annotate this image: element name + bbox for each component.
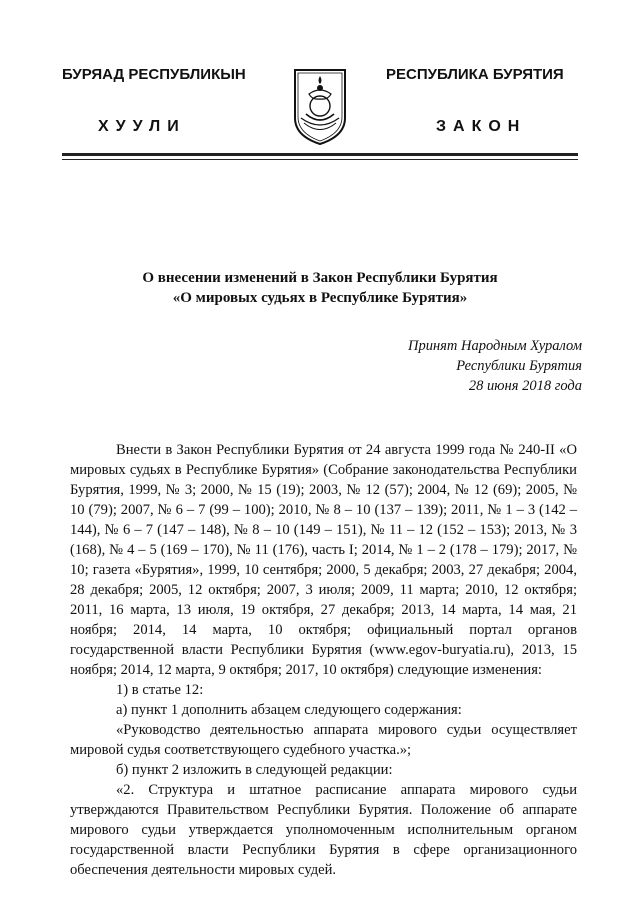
body-item-1a: а) пункт 1 дополнить абзацем следующего содержания: xyxy=(116,702,462,718)
header-left-doc-type: ХУУЛИ xyxy=(98,118,186,135)
law-body xyxy=(70,440,577,880)
body-quote-2: «2. Структура и штатное расписание аппарата мирового судьи утверждаются Правительством Республики Бурятия. Положение об аппарате мирового судьи утверждается уполномоченным исполнительным органом государственной власти Республики Бурятия в сфере организационного обеспечения деятельности мировых судей. xyxy=(70,782,577,878)
body-item-1b: б) пункт 2 изложить в следующей редакции: xyxy=(116,762,393,778)
adoption-line-1: Принят Народным Хуралом xyxy=(407,338,582,354)
header-rule-thin xyxy=(62,159,578,160)
header-left-title: БУРЯАД РЕСПУБЛИКЫН xyxy=(62,66,246,83)
header-right-title: РЕСПУБЛИКА БУРЯТИЯ xyxy=(386,66,564,83)
coat-of-arms-emblem-icon xyxy=(291,66,349,146)
law-title-line-2: «О мировых судьях в Республике Бурятия» xyxy=(172,290,468,306)
adoption-line-2: Республики Бурятия xyxy=(456,358,582,374)
header-rule-thick xyxy=(62,153,578,156)
body-quote-1: «Руководство деятельностью аппарата мирового судьи осуществляет мировой судья соответствующего судебного участка.»; xyxy=(70,722,577,758)
adoption-date: 28 июня 2018 года xyxy=(468,378,582,394)
adoption-note xyxy=(408,336,582,396)
header-right-doc-type: ЗАКОН xyxy=(436,118,527,135)
body-item-1: 1) в статье 12: xyxy=(116,682,204,698)
law-title xyxy=(60,268,580,308)
body-intro: Внести в Закон Республики Бурятия от 24 августа 1999 года № 240-II «О мировых судьях в Республике Бурятия» (Собрание законодательства Республики Бурятия, 1999, № 3; 2000, № 15 (19); 2003, № 12 (57); 2004, № 12 (69); 2005, № 10 (79); 2007, № 6 – 7 (99 – 100); 2010, № 8 – 10 (137 – 139); 2011, № 1 – 3 (142 – 144), № 6 – 7 (147 – 148), № 8 – 10 (149 – 151), № 11 – 12 (152 – 153); 2013, № 3 (168), № 4 – 5 (169 – 170), № 11 (176), часть I; 2014, № 1 – 2 (178 – 179); 2017, № 10; газета «Бурятия», 1999, 10 сентября; 2000, 5 декабря; 2003, 27 декабря; 2004, 28 декабря; 2005, 12 октября; 2007, 3 июля; 2009, 11 марта; 2010, 12 октября; 2011, 16 марта, 13 июля, 19 октября, 27 декабря; 2013, 14 марта, 14 мая, 21 ноября; 2014, 14 марта, 10 октября; официальный портал органов государственной власти Республики Бурятия (www.egov-buryatia.ru), 2013, 15 ноября; 2014, 12 марта, 9 октября; 2017, 10 октября) следующие изменения: xyxy=(70,442,577,678)
law-title-line-1: О внесении изменений в Закон Республики Бурятия xyxy=(142,270,498,286)
